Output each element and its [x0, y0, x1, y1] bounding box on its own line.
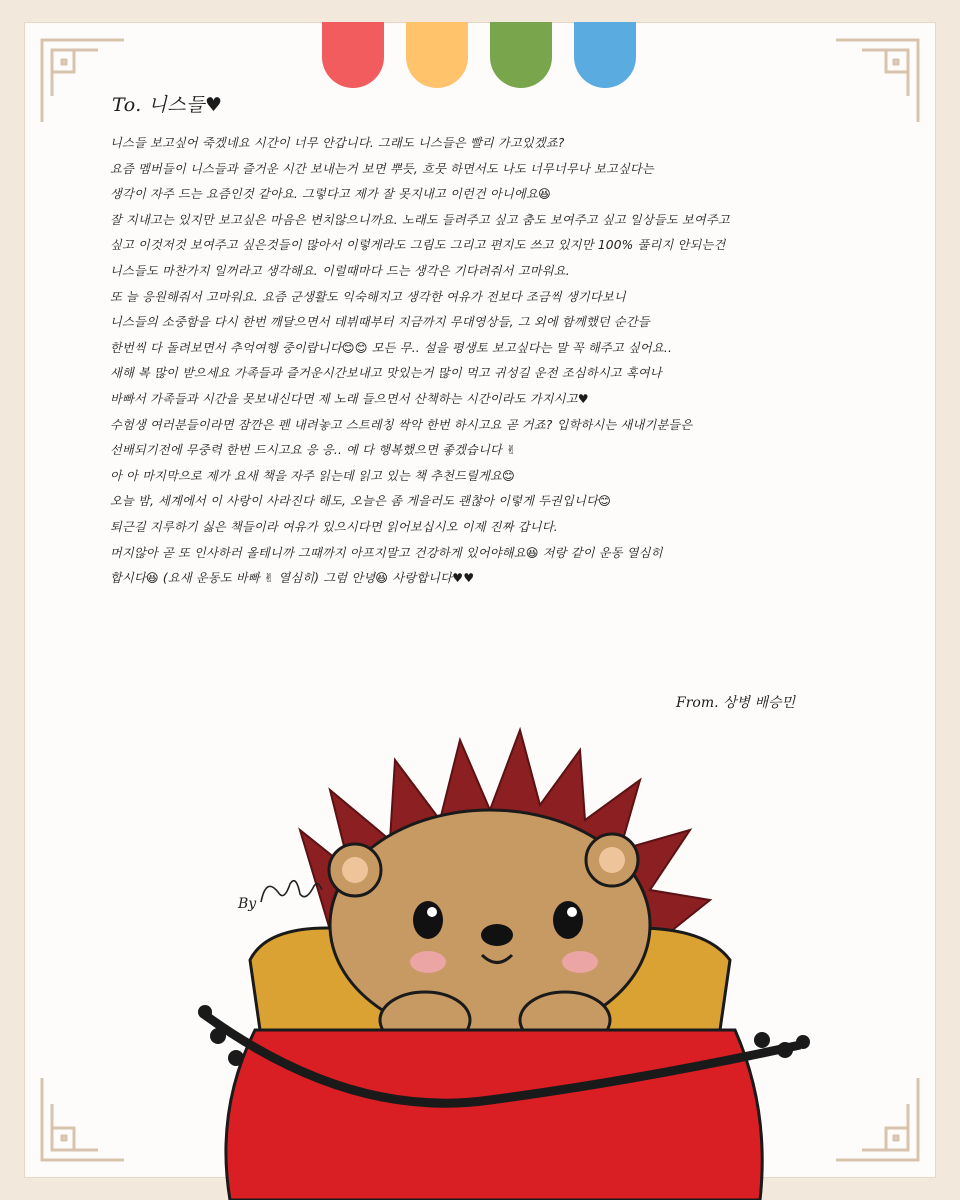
letter-line: 새해 복 많이 받으세요 가족들과 즐거운시간보내고 맛있는거 많이 먹고 귀성길 운전 조심하시고 혹여나	[110, 366, 662, 381]
letter-line: 니스들의 소중함을 다시 한번 깨달으면서 데뷔때부터 지금까지 무대영상들, 그 외에 함께했던 순간들	[110, 315, 650, 330]
letter-line: 선배되기전에 무중력 한번 드시고요 응 응.. 예 다 행복했으면 좋겠습니다 ✌	[110, 443, 517, 458]
red-pouch	[226, 1030, 762, 1200]
artist-signature-icon	[256, 872, 326, 912]
letter-line: 바빠서 가족들과 시간을 못보내신다면 제 노래 들으면서 산책하는 시간이라도 가지시고♥	[110, 391, 589, 406]
letter-line: 요즘 멤버들이 니스들과 즐거운 시간 보내는거 보면 뿌듯, 흐뭇 하면서도 나도 너무너무나 보고싶다는	[110, 161, 654, 176]
letter-salutation: To. 니스들♥	[112, 94, 223, 116]
tab-yellow	[406, 22, 468, 88]
hedgehog-illustration	[0, 700, 960, 1200]
letter-line: 잘 지내고는 있지만 보고싶은 마음은 변치않으니까요. 노래도 들려주고 싶고 춤도 보여주고 싶고 일상들도 보여주고	[110, 212, 730, 227]
letter-line: 머지않아 곧 또 인사하러 올테니까 그때까지 아프지말고 건강하게 있어야해요😆 저랑 같이 운동 열심히	[110, 545, 663, 560]
tab-green	[490, 22, 552, 88]
letter-line: 싶고 이것저것 보여주고 싶은것들이 많아서 이렇게라도 그림도 그리고 편지도 쓰고 있지만 100% 풀리지 안되는건	[110, 238, 726, 253]
letter-line: 니스들도 마찬가지 일꺼라고 생각해요. 이럴때마다 드는 생각은 기다려줘서 고마워요.	[110, 263, 570, 278]
tab-blue	[574, 22, 636, 88]
letter-line: 또 늘 응원해줘서 고마워요. 요즘 군생활도 익숙해지고 생각한 여유가 전보다 조금씩 생기다보니	[110, 289, 626, 304]
letter-body	[110, 90, 850, 592]
letter-line: 생각이 자주 드는 요즘인것 같아요. 그렇다고 제가 잘 못지내고 이런건 아니에요😆	[110, 187, 551, 202]
letter-signoff: From. 상병 배승민	[676, 695, 796, 711]
letter-line: 한번씩 다 돌려보면서 추억여행 중이랍니다😊😊 모든 무.. 설을 평생토 보고싶다는 말 꼭 해주고 싶어요..	[110, 340, 673, 355]
letter-line: 아 아 마지막으로 제가 요새 책을 자주 읽는데 읽고 있는 책 추천드릴게요😊	[110, 468, 515, 483]
letter-line: 퇴근길 지루하기 싫은 책들이라 여유가 있으시다면 읽어보십시오 이제 진짜 갑니다.	[110, 519, 558, 534]
tab-red	[322, 22, 384, 88]
letter-line: 수험생 여러분들이라면 잠깐은 펜 내려놓고 스트레칭 싹악 한번 하시고요 곧 거죠? 입학하시는 새내기분들은	[110, 417, 693, 432]
letter-line: 오늘 밤, 세계에서 이 사랑이 사라진다 해도, 오늘은 좀 게을러도 괜찮아 이렇게 두권입니다😊	[110, 494, 611, 509]
letter-line: 합시다😆 (요새 운동도 바빠 ✌ 열심히) 그럼 안녕😆 사랑합니다♥♥	[110, 571, 475, 586]
letter-line: 니스들 보고싶어 죽겠네요 시간이 너무 안갑니다. 그래도 니스들은 빨리 가고있겠죠?	[110, 136, 565, 150]
artist-byline: By	[238, 896, 257, 912]
